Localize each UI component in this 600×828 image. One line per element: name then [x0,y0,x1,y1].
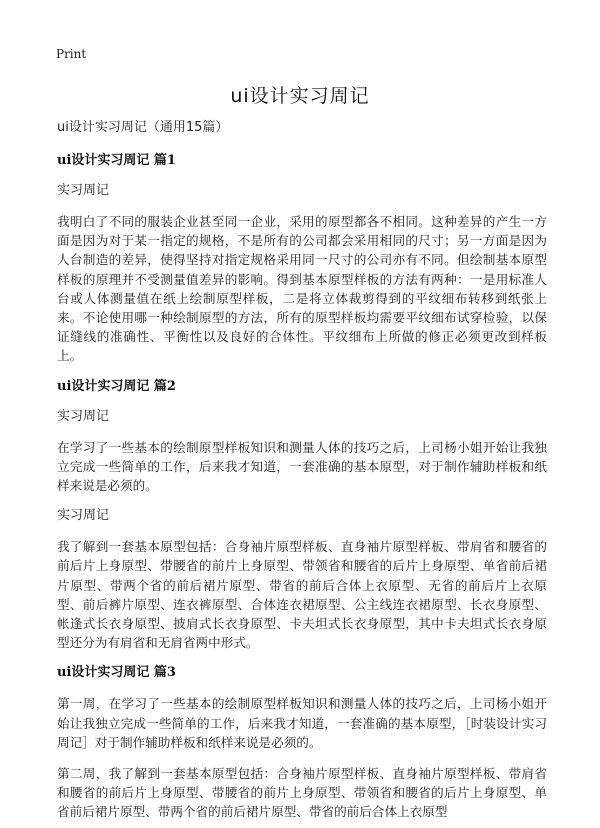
document-subtitle: ui设计实习周记（通用15篇） [57,120,229,135]
section-heading: ui设计实习周记 篇1 [57,153,176,168]
paragraph: 第二周，我了解到一套基本原型包括：合身袖片原型样板、直身袖片原型样板、带肩省和腰省的前后片上身原型、带腰省的前片上身原型、带领省和腰省的后片上身原型、单省前后裙片原型、带两个省的前后裙片原型、带省的前后合体上衣原型 [57,766,547,820]
section-heading: ui设计实习周记 篇2 [57,378,176,394]
essay-section-1 [57,152,547,366]
section-heading: ui设计实习周记 篇3 [57,665,176,681]
paragraph: 我明白了不同的服装企业甚至同一企业，采用的原型都各不相同。这种差异的产生一方面是因为对于某一指定的规格，不是所有的公司都会采用相同的尺寸；另一方面是因为人台制造的差异，使得坚持对指定规格采用同一尺寸的公司亦有不同。但绘制基本原型样板的原理并不受测量值差异的影响。得到基本原型样板的方法有两种：一是用标准人台或人体测量值在纸上绘制原型样板，二是将立体裁剪得到的平纹细布转移到纸张上来。不论使用哪一种绘制原型的方法，所有的原型样板均需要平纹细布试穿检验，以保证缝线的准确性、平衡性以及良好的合体性。平纹细布上所做的修正必须更改到样板上。 [57,214,547,364]
section-label: 实习周记 [57,508,110,524]
paragraph: 在学习了一些基本的绘制原型样板知识和测量人体的技巧之后，上司杨小姐开始让我独立完成一些简单的工作，后来我才知道，一套准确的基本原型，对于制作辅助样板和纸样来说是必须的。 [57,439,547,494]
section-label: 实习周记 [57,408,110,424]
page-title: ui设计实习周记 [230,85,370,107]
paragraph: 第一周，在学习了一些基本的绘制原型样板知识和测量人体的技巧之后，上司杨小姐开始让我独立完成一些简单的工作，后来我才知道，一套准确的基本原型，［时装设计实习周记］对于制作辅助样板和纸样来说是必须的。 [57,696,547,750]
essay-section-2 [57,378,547,653]
print-link[interactable]: Print [56,47,87,61]
paragraph: 我了解到一套基本原型包括：合身袖片原型样板、直身袖片原型样板、带肩省和腰省的前后片上身原型、带腰省的前片上身原型、带领省和腰省的后片上身原型、单省前后裙片原型、带两个省的前后裙片原型、带省的前后合体上衣原型、无省的前后片上衣原型、前后裤片原型、连衣裤原型、合体连衣裙原型、公主线连衣裙原型、长衣身原型、帐逢式长衣身原型、披肩式长衣身原型、卡夫坦式长衣身原型，其中卡夫坦式长衣身原型还分为有肩省和无肩省两中形式。 [57,539,547,651]
essay-section-3 [57,664,547,821]
document-body [57,118,547,828]
section-label: 实习周记 [57,183,110,198]
